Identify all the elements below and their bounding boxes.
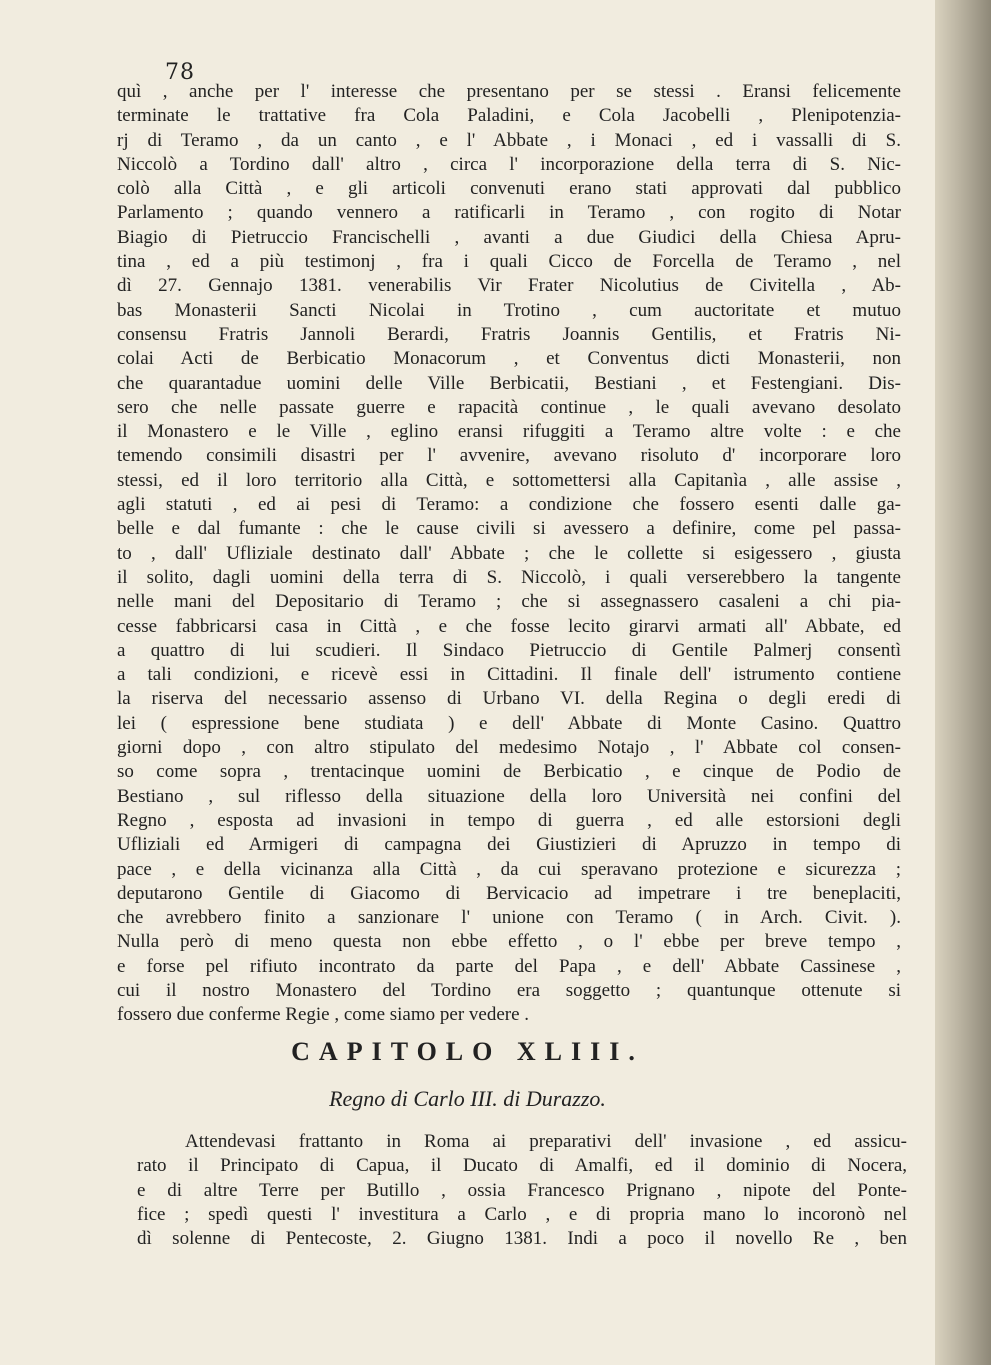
text-line: giorni dopo , con altro stipulato del medesimo Notajo , l' Abbate col consen- — [117, 737, 901, 759]
chapter-subtitle: Regno di Carlo III. di Durazzo. — [329, 1086, 606, 1111]
text-line: tina , ed a più testimonj , fra i quali Cicco de Forcella de Teramo , nel — [117, 251, 901, 273]
text-line: il solito, dagli uomini della terra di S. Niccolò, i quali verserebbero la tangente — [117, 566, 901, 588]
text-line: sero che nelle passate guerre e rapacità continue , le quali avevano desolato — [117, 396, 901, 418]
text-line: Parlamento ; quando vennero a ratificarli in Teramo , con rogito di Notar — [117, 202, 901, 224]
text-line: a tali condizioni, e ricevè essi in Cittadini. Il finale dell' istrumento contiene — [117, 664, 901, 686]
text-line: che avrebbero finito a sanzionare l' unione con Teramo ( in Arch. Civit. ). — [117, 907, 901, 929]
text-line: dì 27. Gennajo 1381. venerabilis Vir Frater Nicolutius de Civitella , Ab- — [117, 275, 901, 297]
text-line: deputarono Gentile di Giacomo di Bervicacio ad impetrare i tre beneplaciti, — [117, 882, 901, 904]
text-line: la riserva del necessario assenso di Urbano VI. della Regina o degli eredi di — [117, 688, 901, 710]
body-text — [117, 80, 901, 1028]
text-line: to , dall' Ufliziale destinato dall' Abbate ; che le collette si esigessero , giusta — [117, 542, 901, 564]
text-line: quì , anche per l' interesse che presentano per se stessi . Eransi felicemente — [117, 81, 901, 102]
text-line: il Monastero e le Ville , eglino eransi rifuggiti a Teramo altre volte : e che — [117, 421, 901, 443]
text-line: so come sopra , trentacinque uomini de Berbicatio , e cinque de Podio de — [117, 761, 901, 783]
chapter-text — [137, 1130, 907, 1251]
text-line: terminate le trattative fra Cola Paladini, e Cola Jacobelli , Plenipotenzia- — [117, 105, 901, 127]
text-line: rj di Teramo , da un canto , e l' Abbate , i Monaci , ed i vassalli di S. — [117, 129, 901, 151]
text-line: cui il nostro Monastero del Tordino era soggetto ; quantunque ottenute si — [117, 979, 901, 1001]
text-line: colai Acti de Berbicatio Monacorum , et Conventus dicti Monasterii, non — [117, 348, 901, 370]
text-line: fossero due conferme Regie , come siamo per vedere . — [117, 1004, 530, 1026]
text-line: dì solenne di Pentecoste, 2. Giugno 1381. Indi a poco il novello Re , ben — [137, 1228, 907, 1250]
text-line: temendo consimili disastri per l' avvenire, avevano risoluto d' incorporare loro — [117, 445, 901, 467]
text-line: stessi, ed il loro territorio alla Città, e sottomettersi alla Capitanìa , alle assise , — [117, 469, 901, 491]
text-line: Regno , esposta ad invasioni in tempo di guerra , ed alle estorsioni degli — [117, 809, 901, 831]
text-line: colò alla Città , e gli articoli convenuti erano stati approvati dal pubblico — [117, 178, 901, 200]
text-line: Niccolò a Tordino dall' altro , circa l' incorporazione della terra di S. Nic- — [117, 153, 901, 175]
text-line: rato il Principato di Capua, il Ducato di Amalfi, ed il dominio di Nocera, — [137, 1155, 907, 1177]
text-line: fice ; spedì questi l' investitura a Carlo , e di propria mano lo incoronò nel — [137, 1203, 907, 1225]
text-line: Nulla però di meno questa non ebbe effetto , o l' ebbe per breve tempo , — [117, 931, 901, 953]
text-line: agli statuti , ed ai pesi di Teramo: a condizione che fossero esenti dalle ga- — [117, 494, 901, 516]
text-line: nelle mani del Depositario di Teramo ; che si assegnassero casaleni a chi pia- — [117, 591, 901, 613]
text-line: Attendevasi frattanto in Roma ai preparativi dell' invasione , ed assicu- — [185, 1131, 907, 1152]
chapter-heading: CAPITOLO XLIII. — [291, 1037, 644, 1066]
text-line: bas Monasterii Sancti Nicolai in Trotino , cum auctoritate et mutuo — [117, 299, 901, 321]
text-line: Ufliziali ed Armigeri di campagna dei Giustizieri di Apruzzo in tempo di — [117, 834, 901, 856]
text-line: belle e dal fumante : che le cause civili si avessero a definire, come pel passa- — [117, 518, 901, 540]
text-line: a quattro di lui scudieri. Il Sindaco Pietruccio di Gentile Palmerj consentì — [117, 639, 901, 661]
text-line: Bestiano , sul riflesso della situazione della loro Università nei confini del — [117, 785, 901, 807]
text-line: Biagio di Pietruccio Francischelli , avanti a due Giudici della Chiesa Apru- — [117, 226, 901, 248]
text-line: lei ( espressione bene studiata ) e dell' Abbate di Monte Casino. Quattro — [117, 712, 901, 734]
text-line: e forse pel rifiuto incontrato da parte del Papa , e dell' Abbate Cassinese , — [117, 955, 901, 977]
text-line: che quarantadue uomini delle Ville Berbicatii, Bestiani , et Festengiani. Dis- — [117, 372, 901, 394]
page-number: 78 — [165, 60, 195, 85]
book-gutter — [935, 0, 991, 1365]
text-line: cesse fabbricarsi casa in Città , e che fosse lecito girarvi armati all' Abbate, ed — [117, 615, 901, 637]
text-line: consensu Fratris Jannoli Berardi, Fratris Joannis Gentilis, et Fratris Ni- — [117, 323, 901, 345]
text-line: pace , e della vicinanza alla Città , da cui speravano protezione e sicurezza ; — [117, 858, 901, 880]
text-line: e di altre Terre per Butillo , ossia Francesco Prignano , nipote del Ponte- — [137, 1179, 907, 1201]
